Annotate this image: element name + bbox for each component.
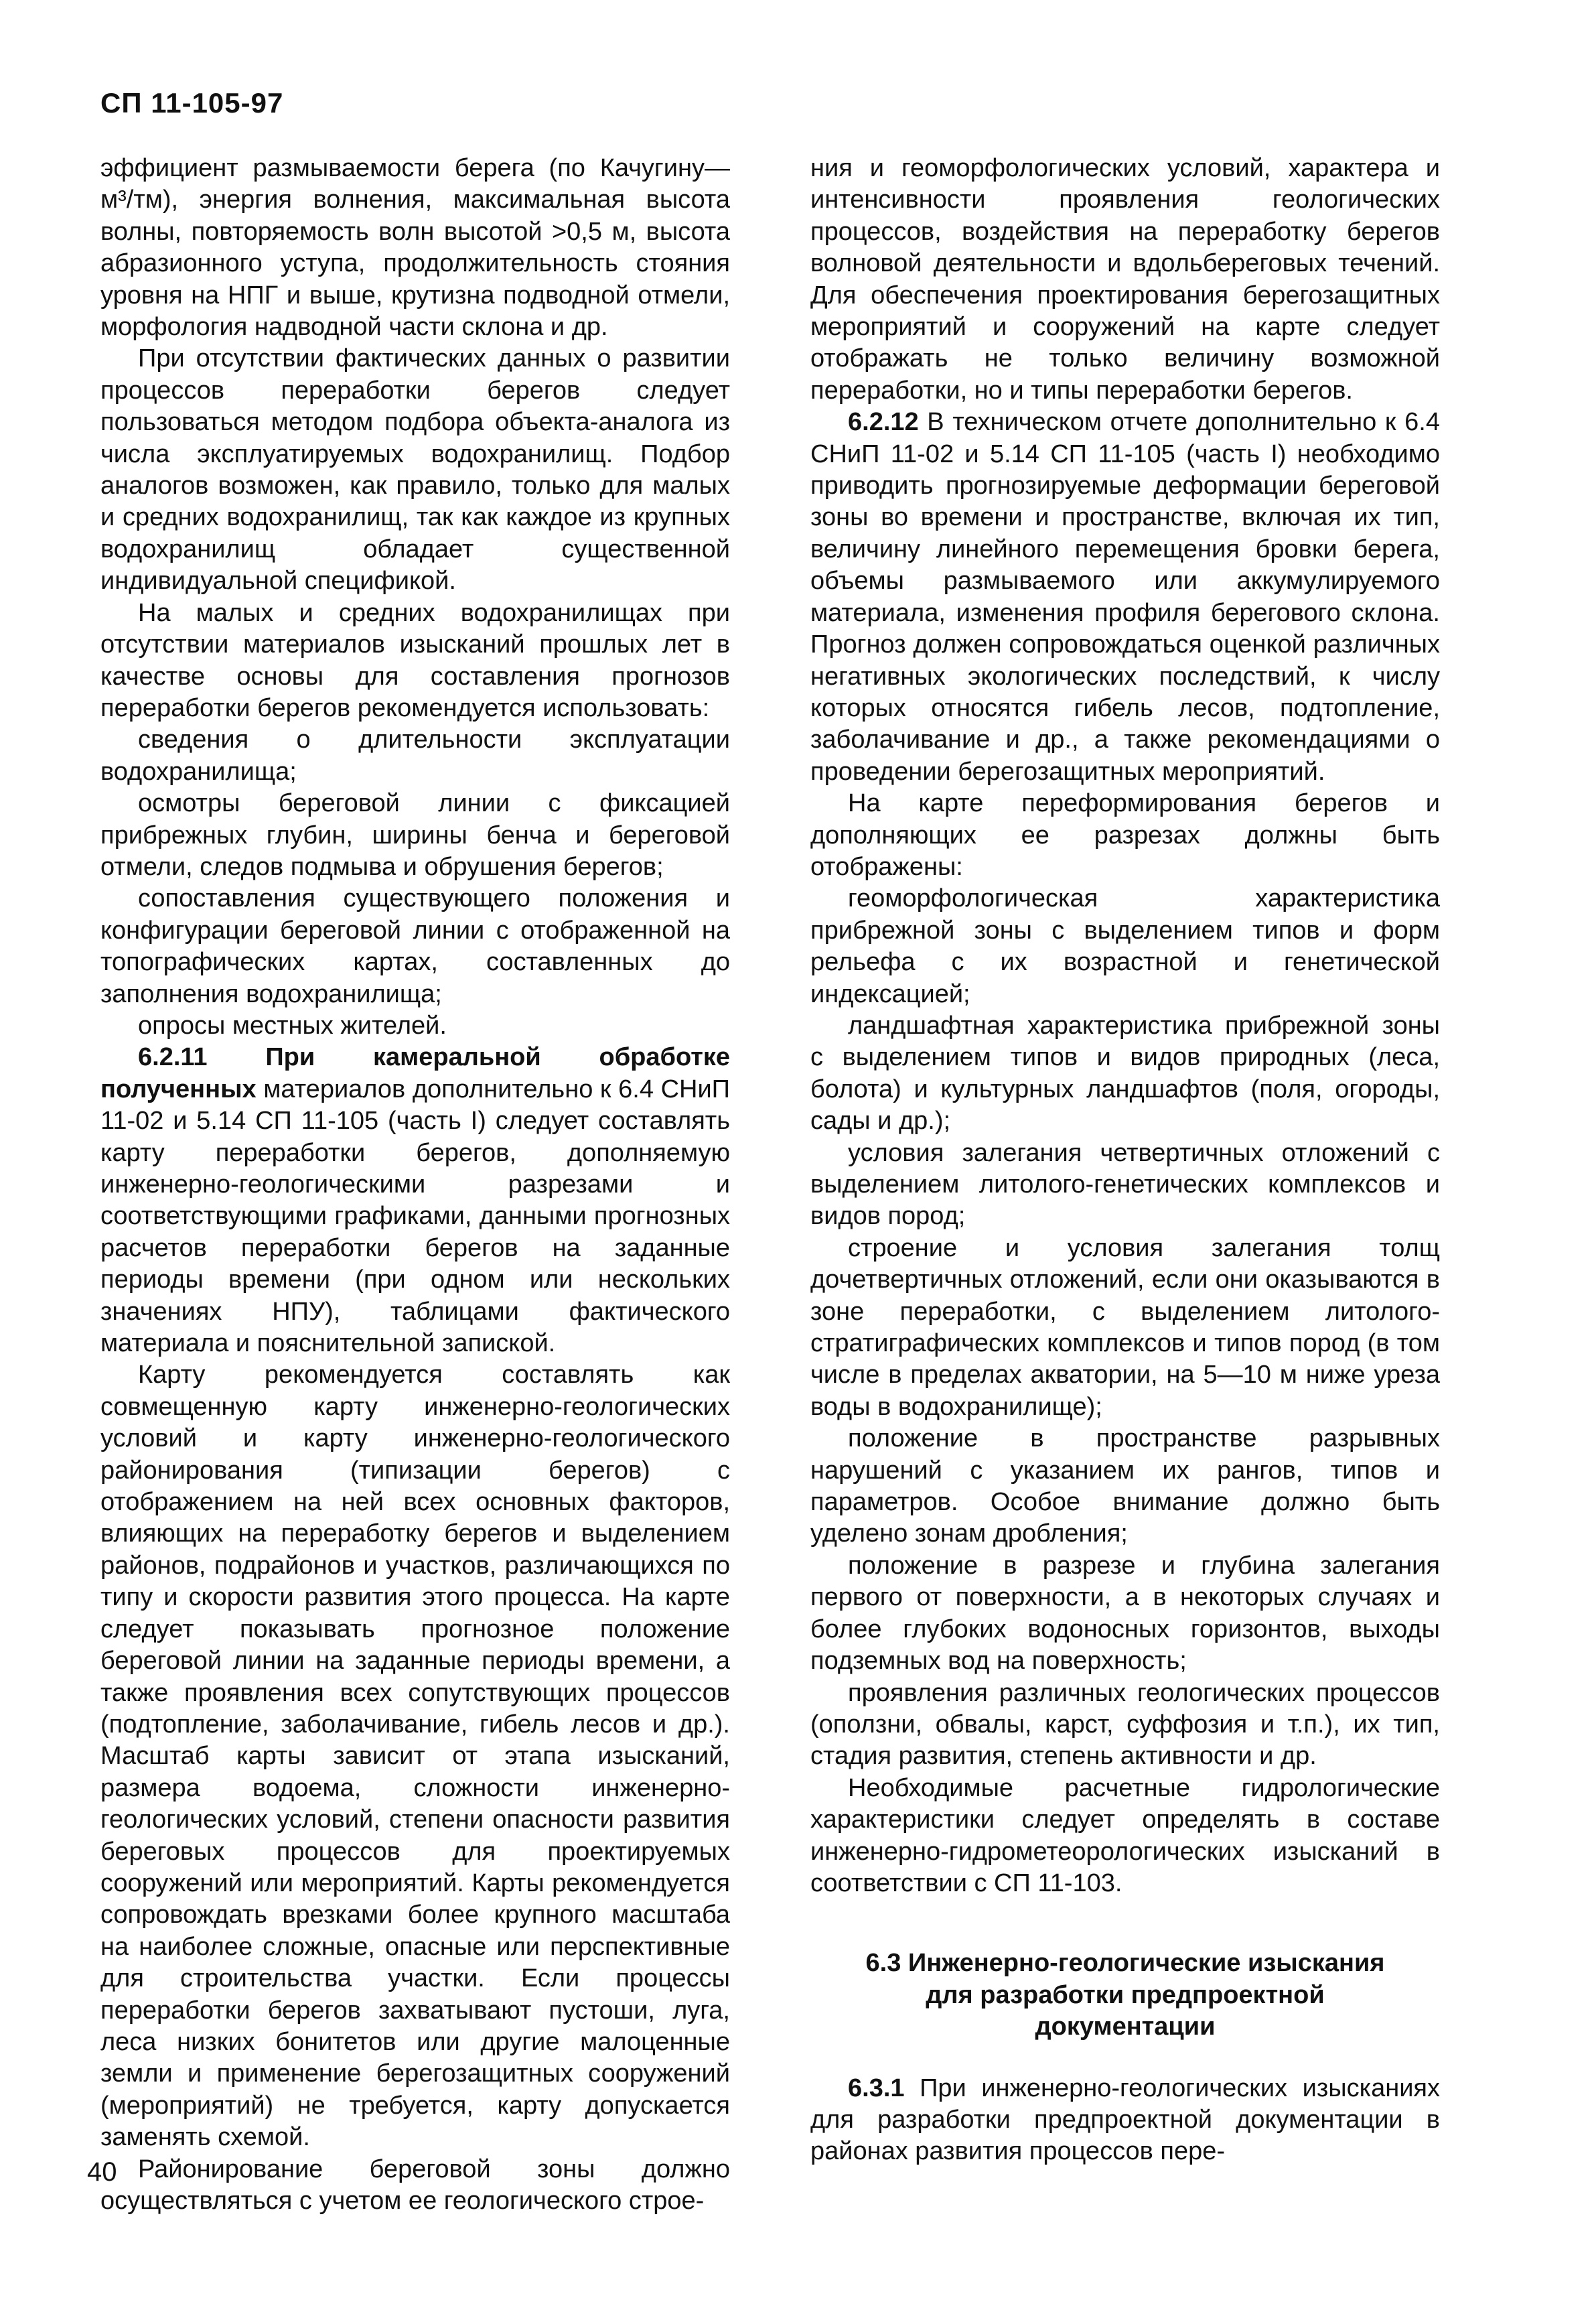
paragraph: При отсутствии фактических данных о развитии процессов переработки берегов следует пользоваться методом подбора объекта-аналога из числа эксплуатируемых водохранилищ. Подбор аналогов возможен, как правило, только для малых и средних водохранилищ, так как каждое из крупных водохранилищ обладает существенной индивидуальной спецификой.: [100, 344, 730, 596]
clause-number: 6.3.1: [848, 2074, 905, 2102]
list-item: проявления различных геологических процессов (оползни, обвалы, карст, суффозия и т.п.), их тип, стадия развития, степень активности и др.: [810, 1678, 1440, 1771]
list-item: опросы местных жителей.: [138, 1011, 447, 1040]
heading-line: 6.3 Инженерно-геологические изыскания: [865, 1949, 1385, 1978]
heading-line: для разработки предпроектной: [926, 1980, 1325, 2009]
clause-6-3-1: [810, 2073, 1440, 2168]
list-item: положение в пространстве разрывных нарушений с указанием их рангов, типов и параметров. Особое внимание должно быть уделено зонам дробления;: [810, 1424, 1440, 1548]
clause-number: 6.2.11: [138, 1043, 208, 1072]
paragraph: На карте переформирования берегов и дополняющих ее разрезах должны быть отображены:: [810, 789, 1440, 881]
left-column: [100, 153, 730, 2217]
clause-6-2-11: [100, 1042, 730, 1359]
document-code: СП 11-105-97: [100, 87, 284, 119]
section-heading-6-3: [810, 1948, 1440, 2043]
paragraph: Необходимые расчетные гидрологические характеристики следует определять в составе инженерно-гидрометеорологических изысканий в соответствии с СП 11-103.: [810, 1773, 1440, 1897]
clause-lead-in: При камеральной обработке полученных: [100, 1043, 731, 1103]
list-item: сопоставления существующего положения и конфигурации береговой линии с отображенной на топографических картах, составленных до заполнения водохранилища;: [100, 884, 730, 1008]
paragraph: На малых и средних водохранилищах при отсутствии материалов изысканий прошлых лет в качестве основы для составления прогнозов переработки берегов рекомендуется использовать:: [100, 598, 730, 722]
clause-text: При инженерно-геологических изысканиях для разработки предпроектной документации в районах развития процессов пере-: [810, 2074, 1440, 2166]
list-item: строение и условия залегания толщ дочетвертичных отложений, если они оказываются в зоне переработки, с выделением литолого-стратиграфических комплексов и типов пород (в том числе в пределах акватории, на 5—10 м ниже уреза воды в водохранилище);: [810, 1233, 1440, 1421]
list-item: условия залегания четвертичных отложений с выделением литолого-генетических комплексов и видов пород;: [810, 1138, 1440, 1231]
paragraph: Районирование береговой зоны должно осуществляться с учетом ее геологического строе-: [100, 2155, 730, 2215]
paragraph: ния и геоморфологических условий, характера и интенсивности проявления геологических процессов, воздействия на переработку берегов волновой деятельности и вдольбереговых течений. Для обеспечения проектирования берегозащитных мероприятий и сооружений на карте следует отображать не только величину возможной переработки, но и типы переработки берегов.: [810, 154, 1440, 405]
right-column: [810, 153, 1440, 2168]
list-item: сведения о длительности эксплуатации водохранилища;: [100, 726, 730, 786]
clause-6-2-12: [810, 407, 1440, 788]
clause-number: 6.2.12: [848, 408, 919, 437]
clause-text: В техническом отчете дополнительно к 6.4 СНиП 11-02 и 5.14 СП 11-105 (часть I) необходимо приводить прогнозируемые деформации береговой зоны во времени и пространстве, включая их тип, величину линейного перемещения бровки берега, объемы размываемого или аккумулируемого материала, изменения профиля берегового склона. Прогноз должен сопровождаться оценкой различных негативных экологических последствий, к числу которых относятся гибель лесов, подтопление, заболачивание и др., а также рекомендациями о проведении берегозащитных мероприятий.: [810, 408, 1440, 786]
list-item: геоморфологическая характеристика прибрежной зоны с выделением типов и форм рельефа с их возрастной и генетической индексацией;: [810, 884, 1440, 1008]
paragraph: эффициент размываемости берега (по Качугину— м³/тм), энергия волнения, максимальная высота волны, повторяемость волн высотой >0,5 м, высота абразионного уступа, продолжительность стояния уровня на НПГ и выше, крутизна подводной отмели, морфология надводной части склона и др.: [100, 154, 730, 342]
clause-text: материалов дополнительно к 6.4 СНиП 11-02 и 5.14 СП 11-105 (часть I) следует составлять карту переработки берегов, дополняемую инженерно-геологическими разрезами и соответствующими графиками, данными прогнозных расчетов переработки берегов на заданные периоды времени (при одном или нескольких значениях НПУ), таблицами фактического материала и пояснительной запиской.: [100, 1075, 730, 1358]
paragraph: Карту рекомендуется составлять как совмещенную карту инженерно-геологических условий и карту инженерно-геологического районирования (типизации берегов) с отображением на ней всех основных факторов, влияющих на переработку берегов и выделением районов, подрайонов и участков, различающихся по типу и скорости развития этого процесса. На карте следует показывать прогнозное положение береговой линии на заданные периоды времени, а также проявления всех сопутствующих процессов (подтопление, заболачивание, гибель лесов и др.). Масштаб карты зависит от этапа изысканий, размера водоема, сложности инженерно-геологических условий, степени опасности развития береговых процессов для проектируемых сооружений или мероприятий. Карты рекомендуется сопровождать врезками более крупного масштаба на наиболее сложные, опасные или перспективные для строительства участки. Если процессы переработки берегов захватывают пустоши, луга, леса низких бонитетов или другие малоценные земли и применение берегозащитных сооружений (мероприятий) не требуется, карту допускается заменять схемой.: [100, 1361, 730, 2152]
page-number: 40: [87, 2157, 117, 2187]
list-item: ландшафтная характеристика прибрежной зоны с выделением типов и видов природных (леса, болота) и культурных ландшафтов (поля, огороды, сады и др.);: [810, 1011, 1440, 1136]
heading-line: документации: [1035, 2013, 1216, 2041]
list-item: осмотры береговой линии с фиксацией прибрежных глубин, ширины бенча и береговой отмели, следов подмыва и обрушения берегов;: [100, 789, 730, 881]
list-item: положение в разрезе и глубина залегания первого от поверхности, а в некоторых случаях и более глубоких водоносных горизонтов, выходы подземных вод на поверхность;: [810, 1551, 1440, 1676]
